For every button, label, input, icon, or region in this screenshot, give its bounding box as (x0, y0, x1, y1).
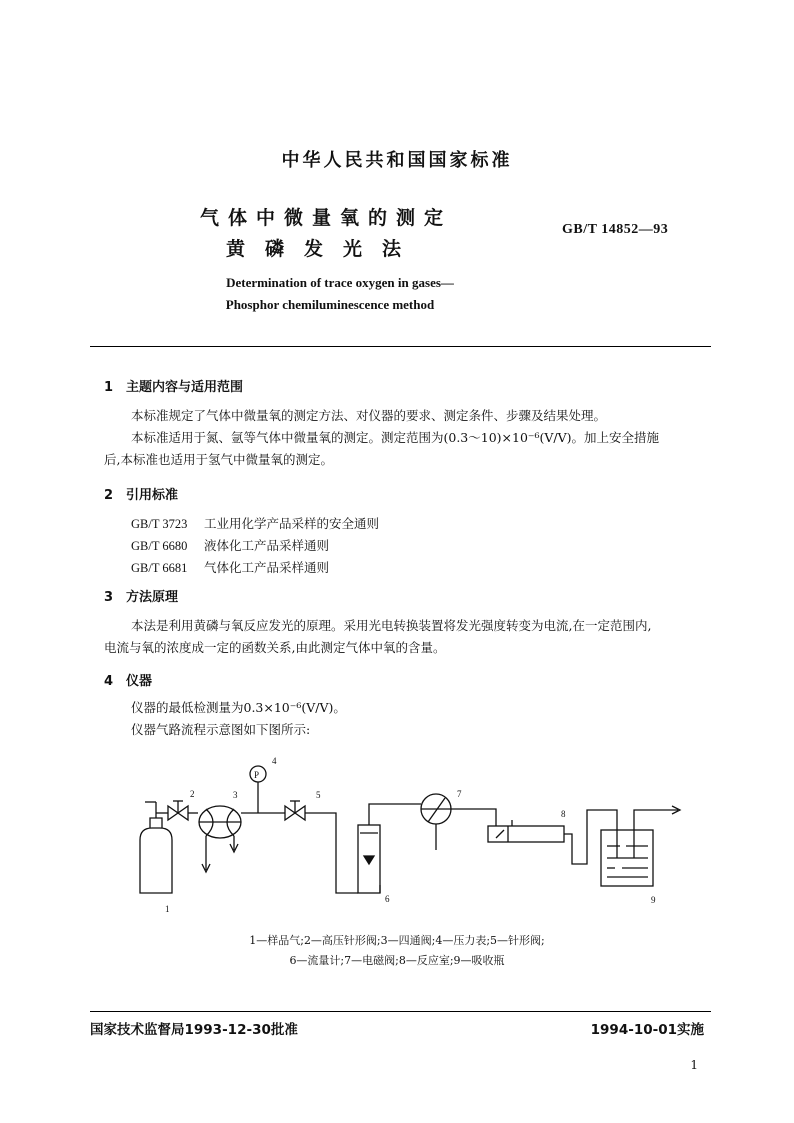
diagram-label-3: 3 (233, 790, 238, 800)
figure-caption-line1: 1—样品气;2—高压针形阀;3—四通阀;4—压力表;5—针形阀; (249, 934, 545, 947)
paragraph: 本法是利用黄磷与氧反应发光的原理。采用光电转换装置将发光强度转变为电流,在一定范围内, (131, 618, 652, 633)
section-title: 主题内容与适用范围 (126, 380, 244, 395)
four-way-valve (199, 806, 258, 872)
diagram-label-7: 7 (457, 789, 462, 799)
pressure-gauge-symbol: P (254, 770, 260, 780)
section-number: 3 (104, 590, 114, 605)
diagram-label-9: 9 (651, 895, 656, 905)
sample-gas-cylinder (140, 802, 172, 893)
diagram-label-4: 4 (272, 756, 277, 766)
diagram-label-2: 2 (190, 789, 195, 799)
diagram-label-8: 8 (561, 809, 566, 819)
paragraph: 本标准规定了气体中微量氧的测定方法、对仪器的要求、测定条件、步骤及结果处理。 (131, 408, 607, 423)
paragraph-continuation: 电流与氧的浓度成一定的函数关系,由此测定气体中氧的含量。 (104, 640, 446, 655)
paragraph: 仪器的最低检测量为0.3×10⁻⁶(V/V)。 (131, 700, 346, 715)
paragraph-continuation: 后,本标准也适用于氢气中微量氧的测定。 (104, 452, 333, 467)
document-title-line2: 黄磷发光法 (226, 238, 422, 260)
reference-code: GB/T 6680 (131, 539, 188, 553)
section-title: 方法原理 (126, 590, 179, 605)
reference-code: GB/T 3723 (131, 517, 188, 531)
section-title: 仪器 (126, 674, 153, 689)
section-number: 4 (104, 674, 114, 689)
diagram-label-5: 5 (316, 790, 321, 800)
needle-valve (285, 801, 305, 820)
reaction-chamber (488, 820, 564, 842)
approval-info: 国家技术监督局1993-12-30批准 (90, 1022, 298, 1038)
high-pressure-needle-valve (168, 801, 198, 820)
document-title-line1: 气体中微量氧的测定 (200, 207, 453, 229)
implementation-date: 1994-10-01实施 (590, 1022, 704, 1038)
figure-caption-line2: 6—流量计;7—电磁阀;8—反应室;9—吸收瓶 (289, 954, 505, 967)
absorption-bottle (601, 806, 680, 886)
section-number: 1 (104, 380, 114, 395)
paragraph: 仪器气路流程示意图如下图所示: (131, 722, 311, 737)
section-title: 引用标准 (126, 488, 179, 503)
national-standard-heading: 中华人民共和国国家标准 (281, 150, 513, 171)
diagram-label-1: 1 (165, 904, 170, 914)
solenoid-valve (421, 794, 451, 850)
reference-name: 工业用化学产品采样的安全通则 (204, 516, 380, 531)
english-title-line1: Determination of trace oxygen in gases— (226, 275, 454, 290)
reference-name: 气体化工产品采样通则 (204, 560, 330, 575)
section-number: 2 (104, 488, 114, 503)
diagram-label-6: 6 (385, 894, 390, 904)
english-title-line2: Phosphor chemiluminescence method (225, 297, 435, 312)
reference-name: 液体化工产品采样通则 (204, 538, 330, 553)
reference-code: GB/T 6681 (131, 561, 188, 575)
flow-meter (358, 825, 380, 893)
page-number: 1 (690, 1058, 698, 1072)
standard-number: GB/T 14852—93 (562, 222, 669, 237)
paragraph: 本标准适用于氮、氩等气体中微量氧的测定。测定范围为(0.3～10)×10⁻⁶(V/V)。加上安全措施 (131, 430, 660, 445)
footer-divider (90, 1011, 711, 1012)
